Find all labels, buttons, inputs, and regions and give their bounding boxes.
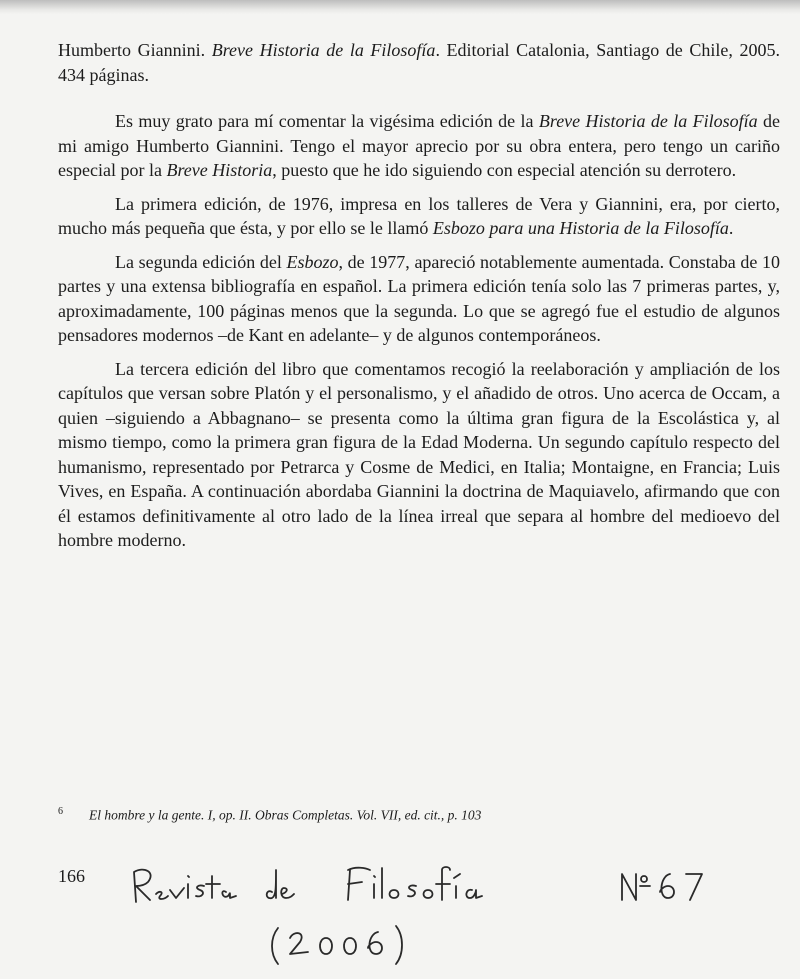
article-body bbox=[58, 38, 780, 562]
paragraph-text: de mi amigo Humberto Giannini. Tengo el mayor aprecio por su obra entera, pero tengo un cariño especial por la bbox=[58, 111, 780, 180]
paragraph-text: . bbox=[728, 218, 734, 238]
paragraphs bbox=[58, 109, 780, 553]
handwritten-note-signature bbox=[130, 858, 750, 968]
italic-title: Breve Historia de la Filosofía bbox=[538, 111, 758, 131]
italic-title: Breve Historia bbox=[166, 160, 273, 180]
footnote-text: El hombre y la gente. I, op. II. Obras Completas. Vol. VII, ed. cit., p. 103 bbox=[89, 807, 482, 823]
italic-title: Esbozo bbox=[286, 251, 339, 272]
scan-top-edge bbox=[0, 0, 800, 14]
paragraph-text: La segunda edición del bbox=[115, 251, 287, 272]
paragraph-text: , de 1977, apareció notablemente aumentada. Constaba de 10 partes y una extensa bibliografía en español. La primera edición tenía solo las 7 primeras partes, y, aproximadamente, 100 páginas menos que la segunda. Lo que se agregó fue el estudio de algunos pensadores modernos –de Kant en adelante– y de algunos contemporáneos. bbox=[58, 251, 780, 345]
footnote-mark: 6 bbox=[58, 806, 63, 817]
body-paragraph bbox=[58, 250, 780, 348]
book-reference bbox=[58, 38, 780, 87]
body-paragraph bbox=[58, 192, 780, 241]
paragraph-text: Es muy grato para mí comentar la vigésima edición de la bbox=[115, 111, 539, 131]
body-paragraph bbox=[58, 109, 780, 183]
reference-title: Breve Historia de la Filosofía bbox=[211, 40, 436, 60]
page-number: 166 bbox=[58, 866, 85, 886]
body-paragraph bbox=[58, 357, 780, 553]
paragraph-text: , puesto que he ido siguiendo con especial atención su derrotero. bbox=[272, 160, 737, 180]
footnote bbox=[58, 803, 780, 825]
italic-title: Esbozo para una Historia de la Filosofía bbox=[432, 218, 729, 238]
paragraph-text: La tercera edición del libro que comentamos recogió la reelaboración y ampliación de los capítulos que versan sobre Platón y el personalismo, y el añadido de otros. Uno acerca de Occam, a quien –siguiendo a Abbagnano– se presenta como la última gran figura de la Escolástica y, al mismo tiempo, como la primera gran figura de la Edad Moderna. Un segundo capítulo respecto del humanismo, representado por Petrarca y Cosme de Medici, en Italia; Montaigne, en Francia; Luis Vives, en España. A continuación abordaba Giannini la doctrina de Maquiavelo, afirmando que con él estamos definitivamente al otro lado de la línea irreal que separa al hombre del medioevo del hombre moderno. bbox=[58, 358, 780, 550]
reference-author: Humberto Giannini. bbox=[58, 40, 206, 60]
reference-publisher: . Editorial Catalonia, Santiago de Chile, 2005. 434 páginas. bbox=[58, 40, 781, 85]
paragraph-text: La primera edición, de 1976, impresa en los talleres de Vera y Giannini, era, por cierto, mucho más pequeña que ésta, y por ello se le llamó bbox=[58, 193, 780, 238]
